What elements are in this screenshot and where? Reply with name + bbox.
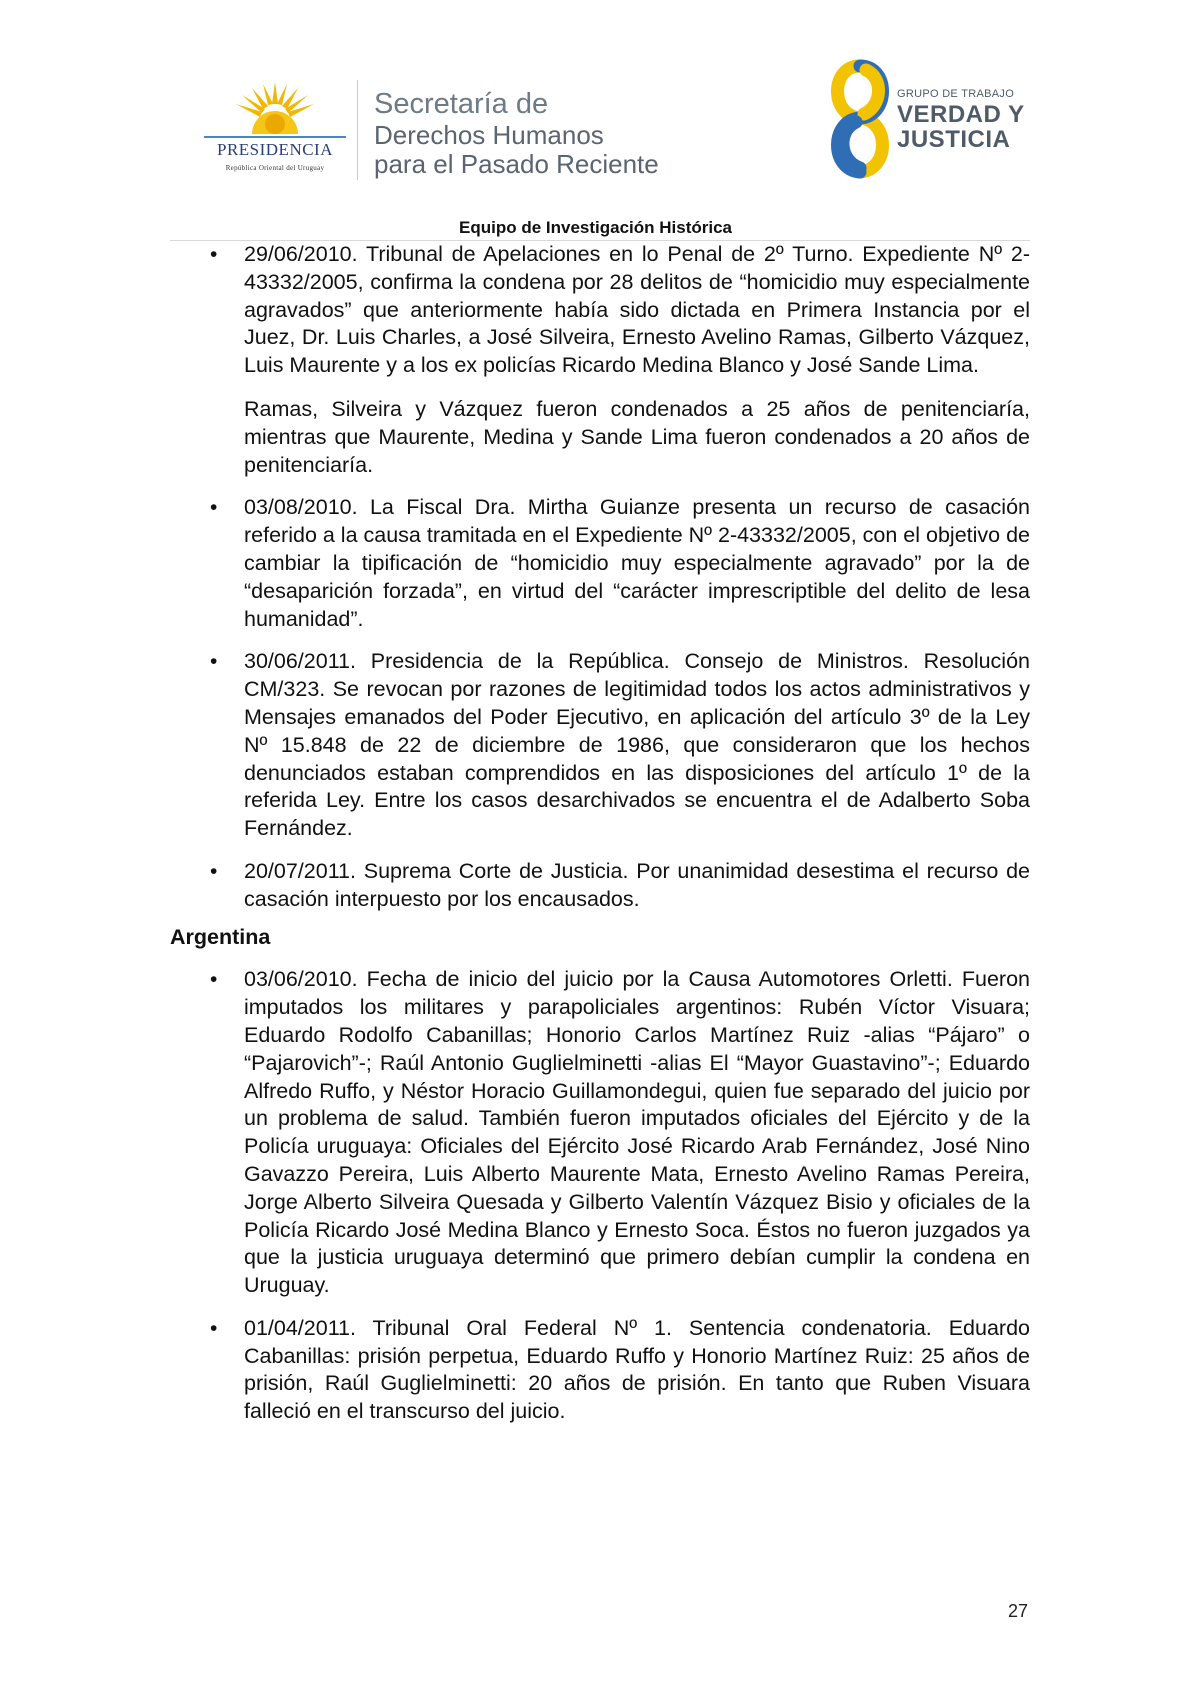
presidencia-word: PRESIDENCIA (216, 140, 333, 159)
list-item (170, 966, 1030, 1300)
secretaria-line-1: Secretaría de (374, 88, 549, 120)
vyj-line-3: JUSTICIA (897, 126, 1011, 153)
item-paragraph: 20/07/2011. Suprema Corte de Justicia. Por unanimidad desestima el recurso de casación interpuesto por los encausados. (244, 858, 1030, 911)
bullet-icon: • (210, 496, 218, 520)
logo-divider (357, 80, 358, 180)
bullet-icon: • (210, 859, 218, 883)
item-paragraph: 01/04/2011. Tribunal Oral Federal Nº 1. Sentencia condenatoria. Eduardo Cabanillas: prisión perpetua, Eduardo Ruffo y Honorio Martínez Ruiz: 25 años de prisión, Raúl Guglielminetti: 20 años de prisión. En tanto que Ruben Visuara falleció en el transcurso del juicio. (244, 1315, 1030, 1424)
list-item (170, 648, 1030, 843)
section-heading-argentina: Argentina (170, 924, 271, 949)
item-paragraph: 03/08/2010. La Fiscal Dra. Mirtha Guianze presenta un recurso de casación referido a la causa tramitada en el Expediente Nº 2-43332/2005, con el objetivo de cambiar la tipificación de “homicidio muy especialmente agravado” por la de “desaparición forzada”, en virtud del “carácter imprescriptible del delito de lesa humanidad”. (244, 495, 1030, 631)
sun-icon (232, 78, 318, 138)
bullet-icon: • (210, 1316, 218, 1340)
presidencia-rule (204, 136, 346, 138)
team-title: Equipo de Investigación Histórica (459, 218, 732, 237)
presidencia-subtitle: República Oriental del Uruguay (225, 164, 325, 172)
document-body (170, 241, 1030, 1441)
list-item (170, 858, 1030, 914)
item-paragraph: 03/06/2010. Fecha de inicio del juicio por la Causa Automotores Orletti. Fueron imputados los militares y parapoliciales argentinos: Rubén Víctor Visuara; Eduardo Rodolfo Cabanillas; Honorio Carlos Martínez Ruiz -alias “Pájaro” o “Pajarovich”-; Raúl Antonio Guglielminetti -alias El “Mayor Guastavino”-; Eduardo Alfredo Ruffo, y Néstor Horacio Guillamondegui, quien fue separado del juicio por un problema de salud. También fueron imputados oficiales del Ejército y de la Policía uruguaya: Oficiales del Ejército José Ricardo Arab Fernández, José Nino Gavazzo Pereira, Luis Alberto Maurente Mata, Ernesto Avelino Ramas Pereira, Jorge Alberto Silveira Quesada y Gilberto Valentín Vázquez Bisio y oficiales de la Policía Ricardo José Medina Blanco y Ernesto Soca. Éstos no fueron juzgados ya que la justicia uruguaya determinó que primero debían cumplir la condena en Uruguay. (244, 967, 1030, 1298)
vyj-line-1: GRUPO DE TRABAJO (897, 88, 1015, 100)
item-paragraph: 29/06/2010. Tribunal de Apelaciones en lo Penal de 2º Turno. Expediente Nº 2-43332/2005, confirma la condena por 28 delitos de “homicidio muy especialmente agravados” que anteriormente había sido dictada en Primera Instancia por el Juez, Dr. Luis Charles, a José Silveira, Ernesto Avelino Ramas, Gilberto Vázquez, Luis Maurente y a los ex policías Ricardo Medina Blanco y José Sande Lima. (244, 242, 1030, 378)
secretaria-line-3: para el Pasado Reciente (374, 149, 659, 179)
presidencia-logo (196, 78, 354, 178)
verdad-justicia-text (897, 89, 1025, 152)
secretaria-line-2: Derechos Humanos (374, 120, 604, 150)
list-item (170, 241, 1030, 479)
bullet-icon: • (210, 968, 218, 992)
list-item (170, 1315, 1030, 1426)
bullet-icon: • (210, 650, 218, 674)
list-item (170, 494, 1030, 633)
secretaria-logo-text (374, 90, 659, 177)
vyj-line-2: VERDAD Y (897, 101, 1025, 128)
item-paragraph: 30/06/2011. Presidencia de la República. Consejo de Ministros. Resolución CM/323. Se revocan por razones de legitimidad todos los actos administrativos y Mensajes emanados del Poder Ejecutivo, en aplicación del artículo 3º de la Ley Nº 15.848 de 22 de diciembre de 1986, que consideraron que los hechos denunciados estaban comprendidos en las disposiciones del artículo 1º de la referida Ley. Entre los casos desarchivados se encuentra el de Adalberto Soba Fernández. (244, 649, 1030, 841)
page-header (0, 0, 1191, 237)
page-number: 27 (1008, 1601, 1029, 1621)
item-paragraph: Ramas, Silveira y Vázquez fueron condenados a 25 años de penitenciaría, mientras que Maurente, Medina y Sande Lima fueron condenados a 20 años de penitenciaría. (244, 396, 1030, 477)
bullet-icon: • (210, 243, 218, 266)
